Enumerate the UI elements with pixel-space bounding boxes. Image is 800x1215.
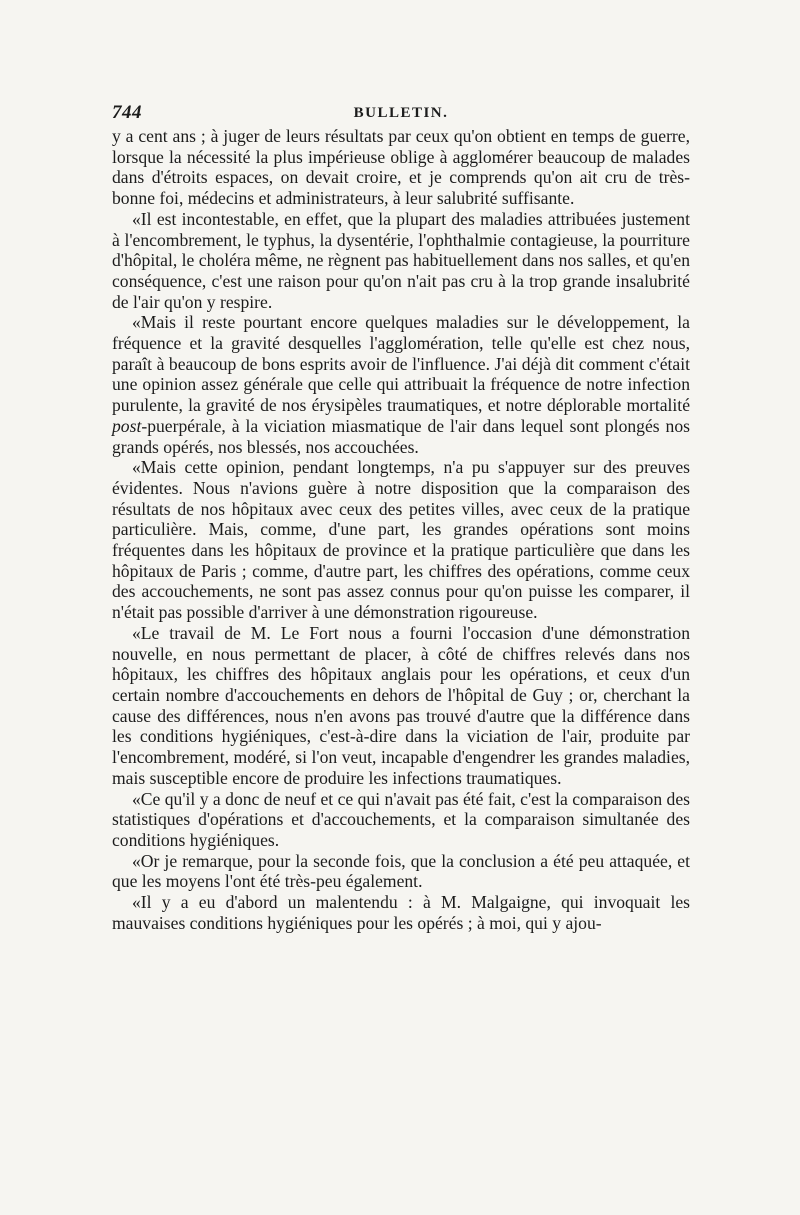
page-number: 744 (112, 102, 142, 123)
paragraph-le-fort: «Le travail de M. Le Fort nous a fourni l'occasion d'une démonstration nouvelle, en nous permettant de placer, à côté de chiffres relevés dans nos hôpitaux, les chiffres des hôpitaux anglais pour les opérations, et ceux d'un certain nombre d'accouchements en dehors de l'hôpital de Guy ; or, cherchant la cause des différences, nous n'en avons pas trouvé d'autre que la différence dans les conditions hygiéniques, c'est-à-dire dans la viciation de l'air, produite par l'encombrement, modéré, si l'on veut, incapable d'engendrer les grandes maladies, mais susceptible encore de produire les infections traumatiques. (112, 622, 690, 788)
paragraph-opinion-part-1: «Mais il reste pourtant encore quelques maladies sur le développement, la fréquence et la gravité desquelles l'agglomération, telle qu'elle est chez nous, paraît à beaucoup de bons esprits avoir de l'influence. J'ai déjà dit comment c'était une opinion assez générale que celle qui attribuait la fréquence de notre infection purulente, la gravité de nos érysipèles traumatiques, et notre déplorable mortalité (112, 312, 690, 416)
paragraph-comparaison: «Ce qu'il y a donc de neuf et ce qui n'avait pas été fait, c'est la comparaison des statistiques d'opérations et d'accouchements, et la comparaison simultanée des conditions hygiéniques. (112, 788, 690, 850)
paragraph-malentendu: «Il y a eu d'abord un malentendu : à M. Malgaigne, qui invoquait les mauvaises conditions hygiéniques pour les opérés ; à moi, qui y ajou- (112, 892, 690, 933)
body-text (112, 126, 690, 933)
page-header (112, 102, 690, 128)
paragraph-encombrement: «Il est incontestable, en effet, que la plupart des maladies attribuées justement à l'encombrement, le typhus, la dysentérie, l'ophthalmie contagieuse, la pourriture d'hôpital, le choléra même, ne règnent pas habituellement dans nos salles, et qu'en conséquence, c'est une raison pour qu'on n'ait pas cru à la trop grande insalubrité de l'air qu'on y respire. (112, 208, 690, 312)
paragraph-opinion (112, 312, 690, 457)
paragraph-opinion-italic: post (112, 415, 142, 436)
paragraph-continuation: y a cent ans ; à juger de leurs résultats par ceux qu'on obtient en temps de guerre, lorsque la nécessité la plus impérieuse oblige à agglomérer beaucoup de malades dans d'étroits espaces, on devait croire, et je comprends qu'on ait cru de très-bonne foi, médecins et administrateurs, à leur salubrité suffisante. (112, 126, 690, 209)
running-title: BULLETIN. (353, 105, 449, 121)
paragraph-preuves: «Mais cette opinion, pendant longtemps, n'a pu s'appuyer sur des preuves évidentes. Nous n'avions guère à notre disposition que la comparaison des résultats de nos hôpitaux avec ceux des petites villes, avec ceux de la pratique particulière. Mais, comme, d'une part, les grandes opérations sont moins fréquentes dans les hôpitaux de province et la pratique particulière que dans les hôpitaux de Paris ; comme, d'autre part, les chiffres des opérations, comme ceux des accouchements, ne sont pas assez connus pour qu'on puisse les comparer, il n'était pas possible d'arriver à une démonstration rigoureuse. (112, 457, 690, 623)
paragraph-opinion-part-2: -puerpérale, à la viciation miasmatique de l'air dans lequel sont plongés nos grands opérés, nos blessés, nos accouchées. (112, 415, 690, 457)
paragraph-remarque: «Or je remarque, pour la seconde fois, que la conclusion a été peu attaquée, et que les moyens l'ont été très-peu également. (112, 850, 690, 892)
